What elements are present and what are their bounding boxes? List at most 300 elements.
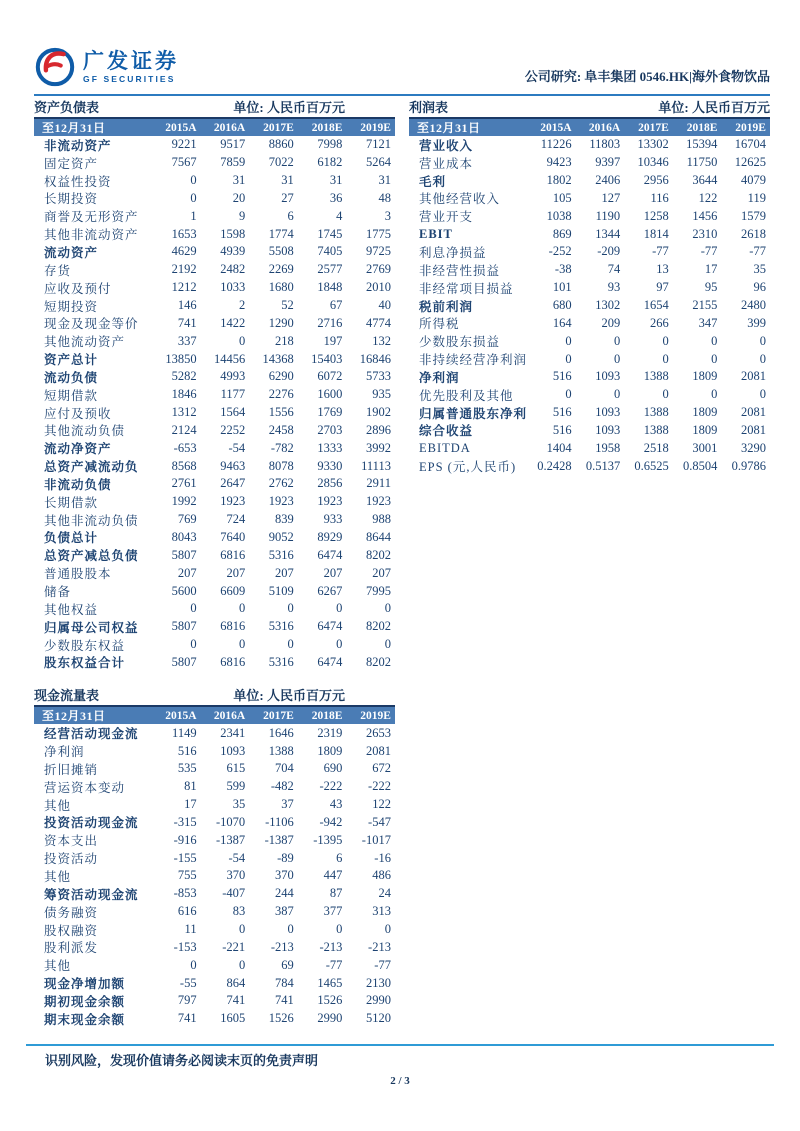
- row-value: 7859: [220, 155, 246, 170]
- row-label: 股东权益合计: [44, 656, 126, 671]
- research-line: 公司研究: 阜丰集团 0546.HK|海外食物饮品: [524, 69, 770, 84]
- row-value: 3290: [740, 440, 766, 455]
- row-label: 商誉及无形资产: [44, 210, 139, 225]
- footer-rule: [26, 1044, 774, 1046]
- row-value: 11803: [589, 137, 621, 152]
- row-label: 短期投资: [44, 299, 99, 314]
- row-value: 2081: [740, 422, 766, 437]
- row-value: 4: [336, 208, 343, 223]
- row-value: -222: [368, 779, 391, 794]
- row-value: 95: [704, 280, 718, 295]
- row-value: 2010: [365, 280, 391, 295]
- row-label: 期末现金余额: [44, 1012, 126, 1027]
- table-title-row: [34, 688, 395, 703]
- row-value: 1465: [317, 975, 343, 990]
- table-row: [34, 404, 395, 422]
- table-body: [34, 136, 395, 671]
- row-value: 3992: [365, 440, 391, 455]
- row-value: -54: [228, 440, 246, 455]
- row-value: 14456: [213, 351, 246, 366]
- table-row: [34, 921, 395, 939]
- date-label: 至12月31日: [42, 121, 106, 135]
- table-row: [34, 938, 395, 956]
- table-row: [34, 1010, 395, 1028]
- row-label: 其他非流动负债: [44, 513, 139, 528]
- row-value: -38: [554, 262, 572, 277]
- row-value: 127: [601, 190, 621, 205]
- row-value: -1106: [265, 814, 294, 829]
- row-value: -942: [319, 814, 343, 829]
- row-value: 1923: [365, 494, 391, 509]
- row-label: 综合收益: [419, 424, 474, 439]
- row-value: 31: [329, 173, 343, 188]
- table-unit: 单位: 人民币百万元: [658, 100, 770, 115]
- table-row: [409, 404, 770, 422]
- row-value: 2618: [740, 226, 766, 241]
- row-value: 1769: [317, 405, 343, 420]
- table-row: [34, 956, 395, 974]
- row-value: 197: [323, 333, 343, 348]
- table-row: [34, 814, 395, 832]
- row-value: 6267: [317, 583, 343, 598]
- row-value: 741: [226, 993, 246, 1008]
- row-label: 利息净损益: [419, 245, 487, 260]
- column-header: 2015A: [540, 121, 572, 134]
- row-label: 归属母公司权益: [44, 620, 139, 635]
- row-value: 2458: [268, 422, 294, 437]
- table-header-band: [34, 117, 395, 136]
- table-row: [34, 885, 395, 903]
- page-footer: [0, 1044, 800, 1087]
- row-value: 387: [275, 904, 294, 919]
- row-value: 1814: [643, 226, 669, 241]
- row-label: 资产总计: [44, 353, 99, 368]
- row-value: 0: [336, 922, 343, 937]
- column-header: 2016A: [213, 121, 246, 134]
- row-value: -77: [325, 957, 343, 972]
- row-value: 615: [226, 761, 246, 776]
- table-row: [34, 386, 395, 404]
- row-value: 40: [378, 298, 391, 313]
- column-header: 2017E: [263, 121, 294, 134]
- row-value: 2252: [220, 422, 246, 437]
- column-header: 2015A: [165, 121, 197, 134]
- row-label: 总资产减流动负: [44, 460, 139, 475]
- row-value: 2647: [220, 476, 246, 491]
- table-row: [34, 546, 395, 564]
- row-value: 8644: [365, 529, 391, 544]
- row-label: 所得税: [419, 317, 460, 332]
- table-unit: 单位: 人民币百万元: [233, 100, 345, 115]
- table-row: [34, 974, 395, 992]
- row-value: 1333: [317, 440, 343, 455]
- row-value: 5807: [171, 547, 197, 562]
- row-label: 股权融资: [44, 923, 99, 938]
- table-header-band: [409, 117, 770, 136]
- row-value: 1258: [643, 208, 669, 223]
- row-value: 1598: [220, 226, 246, 241]
- row-value: 7640: [220, 529, 246, 544]
- table-row: [34, 475, 395, 493]
- row-value: -407: [222, 886, 246, 901]
- row-value: -89: [277, 850, 294, 865]
- row-value: 1579: [740, 208, 766, 223]
- row-value: -222: [319, 779, 343, 794]
- table-row: [409, 172, 770, 190]
- table-row: [34, 724, 395, 742]
- table-row: [409, 243, 770, 261]
- row-value: 1093: [220, 743, 246, 758]
- row-value: 9330: [317, 458, 343, 473]
- row-label: 流动资产: [44, 245, 99, 260]
- row-value: 1: [190, 208, 197, 223]
- row-value: 5282: [171, 369, 197, 384]
- row-value: 6290: [268, 369, 294, 384]
- row-value: 0: [238, 601, 246, 616]
- row-value: 516: [552, 369, 572, 384]
- row-label: 短期借款: [44, 388, 99, 403]
- row-label: 其他: [44, 798, 72, 813]
- row-value: 1149: [172, 725, 197, 740]
- column-header: 2019E: [360, 709, 391, 722]
- row-value: 1190: [595, 208, 621, 223]
- row-value: 16846: [359, 351, 391, 366]
- row-value: 0.2428: [537, 458, 572, 473]
- row-label: 固定资产: [44, 156, 99, 171]
- row-value: 0: [238, 957, 246, 972]
- row-value: 5264: [365, 155, 391, 170]
- row-label: 其他: [44, 959, 72, 974]
- row-value: 1923: [317, 494, 343, 509]
- row-value: 1556: [268, 405, 294, 420]
- row-value: 9517: [220, 137, 246, 152]
- row-value: -155: [173, 850, 197, 865]
- row-value: 122: [372, 797, 391, 812]
- row-value: 0: [711, 333, 718, 348]
- row-value: 1344: [595, 226, 621, 241]
- row-value: -1070: [216, 814, 246, 829]
- gf-securities-logo-icon: [34, 46, 76, 88]
- row-value: 9397: [595, 155, 621, 170]
- row-value: 2406: [595, 173, 621, 188]
- column-header: 2015A: [165, 709, 197, 722]
- table-row: [409, 368, 770, 386]
- row-label: EPS (元,人民币): [419, 460, 517, 475]
- table-row: [34, 760, 395, 778]
- row-value: 7998: [317, 137, 343, 152]
- page-header: [34, 0, 770, 96]
- row-value: 81: [184, 779, 197, 794]
- row-value: 2276: [268, 387, 294, 402]
- row-value: 74: [607, 262, 621, 277]
- row-value: 2155: [692, 298, 718, 313]
- table-row: [34, 422, 395, 440]
- row-value: 2: [238, 298, 246, 313]
- row-value: 7995: [365, 583, 391, 598]
- row-label: 储备: [44, 585, 72, 600]
- row-value: 31: [281, 173, 294, 188]
- table-title-row: [34, 100, 395, 115]
- table-row: [409, 314, 770, 332]
- table-row: [409, 350, 770, 368]
- column-header: 2018E: [311, 121, 343, 134]
- row-value: 8078: [268, 458, 294, 473]
- row-value: 1033: [220, 280, 246, 295]
- row-value: 2896: [365, 422, 391, 437]
- row-value: 218: [275, 333, 294, 348]
- row-value: 2124: [171, 422, 197, 437]
- row-value: -77: [374, 957, 391, 972]
- row-value: 36: [329, 190, 343, 205]
- row-value: 6: [287, 208, 294, 223]
- table-row: [409, 154, 770, 172]
- row-value: 0: [662, 351, 669, 366]
- row-value: 3: [384, 208, 391, 223]
- row-value: 2518: [643, 440, 669, 455]
- row-value: 207: [275, 565, 294, 580]
- row-value: 690: [323, 761, 343, 776]
- row-value: 9052: [268, 529, 294, 544]
- table-row: [34, 636, 395, 654]
- balance-sheet-table: [34, 100, 395, 671]
- row-value: 0: [759, 351, 766, 366]
- table-row: [409, 261, 770, 279]
- row-value: 69: [281, 957, 294, 972]
- row-value: 1846: [171, 387, 197, 402]
- income-statement-table: [409, 100, 770, 475]
- table-row: [34, 600, 395, 618]
- table-row: [409, 386, 770, 404]
- row-value: 377: [323, 904, 343, 919]
- page-number: 2 / 3: [390, 1075, 410, 1087]
- row-value: 741: [275, 993, 294, 1008]
- row-value: 8929: [317, 529, 343, 544]
- row-value: 13302: [637, 137, 669, 152]
- row-value: 0.8504: [683, 458, 718, 473]
- row-value: 0.9786: [731, 458, 766, 473]
- row-value: 2081: [365, 743, 391, 758]
- row-value: 516: [177, 743, 197, 758]
- row-label: 存货: [44, 263, 72, 278]
- row-value: 0: [287, 922, 294, 937]
- row-value: 6: [336, 850, 343, 865]
- table-row: [34, 992, 395, 1010]
- row-value: 1992: [171, 494, 197, 509]
- row-label: 折旧摊销: [44, 762, 99, 777]
- row-value: -77: [749, 244, 766, 259]
- row-label: 少数股东损益: [419, 335, 501, 350]
- row-label: 营业开支: [419, 210, 474, 225]
- row-value: 1388: [268, 743, 294, 758]
- table-row: [34, 457, 395, 475]
- row-value: 5600: [171, 583, 197, 598]
- row-value: 2990: [365, 993, 391, 1008]
- row-value: 1422: [220, 315, 246, 330]
- row-value: 1605: [220, 1011, 246, 1026]
- row-value: 2130: [365, 975, 391, 990]
- table-unit: 单位: 人民币百万元: [233, 688, 345, 704]
- row-value: 52: [281, 298, 294, 313]
- row-value: 1653: [171, 226, 197, 241]
- row-value: 9725: [365, 244, 391, 259]
- table-row: [34, 154, 395, 172]
- column-header: 2017E: [638, 121, 669, 134]
- row-value: -213: [270, 939, 294, 954]
- row-value: 1600: [317, 387, 343, 402]
- row-value: 4079: [740, 173, 766, 188]
- row-label: 投资活动现金流: [44, 816, 139, 831]
- row-label: 其他经营收入: [419, 192, 501, 207]
- row-label: 现金净增加额: [44, 977, 126, 992]
- table-row: [409, 207, 770, 225]
- table-row: [34, 511, 395, 529]
- row-value: -853: [173, 886, 197, 901]
- row-value: 1809: [317, 743, 343, 758]
- row-value: 0: [613, 387, 621, 402]
- row-value: -153: [173, 939, 197, 954]
- row-value: 0: [190, 173, 197, 188]
- row-value: 724: [226, 512, 246, 527]
- row-value: 7121: [365, 137, 391, 152]
- row-label: 经营活动现金流: [44, 727, 139, 742]
- row-value: 680: [552, 298, 572, 313]
- row-value: 15403: [311, 351, 343, 366]
- row-value: -221: [222, 939, 246, 954]
- row-value: 2703: [317, 422, 343, 437]
- row-label: EBIT: [419, 226, 453, 241]
- row-value: -482: [270, 779, 294, 794]
- table-header-band: [34, 705, 395, 724]
- row-value: 0: [759, 333, 766, 348]
- row-value: 1680: [268, 280, 294, 295]
- row-value: 1802: [546, 173, 572, 188]
- table-body: [409, 136, 770, 475]
- brand-name-cn: 广发证券: [83, 50, 179, 74]
- row-value: 83: [232, 904, 246, 919]
- row-value: 17: [704, 262, 718, 277]
- row-value: 1526: [317, 993, 343, 1008]
- row-value: 1177: [220, 387, 246, 402]
- table-row: [34, 529, 395, 547]
- row-value: 2769: [365, 262, 391, 277]
- row-value: 14368: [262, 351, 294, 366]
- row-value: 0: [287, 601, 294, 616]
- row-value: 0: [565, 351, 572, 366]
- row-label: 投资活动: [44, 852, 99, 867]
- row-value: 0: [238, 922, 246, 937]
- row-value: 1388: [643, 369, 669, 384]
- row-value: 1038: [546, 208, 572, 223]
- row-value: 132: [372, 333, 391, 348]
- row-value: -77: [652, 244, 669, 259]
- row-value: 399: [747, 315, 766, 330]
- table-row: [34, 314, 395, 332]
- row-value: -782: [270, 440, 294, 455]
- row-value: 2856: [317, 476, 343, 491]
- row-label: 净利润: [44, 745, 85, 760]
- row-value: 5109: [268, 583, 294, 598]
- row-label: 少数股东权益: [44, 638, 126, 653]
- row-value: 0: [613, 333, 621, 348]
- row-value: 3001: [692, 440, 718, 455]
- row-value: 8202: [365, 654, 391, 669]
- row-value: 209: [601, 315, 621, 330]
- row-label: 非经营性损益: [419, 263, 501, 278]
- row-label: 毛利: [419, 174, 447, 189]
- row-value: 0: [336, 601, 343, 616]
- row-value: 11113: [361, 458, 391, 473]
- table-row: [34, 261, 395, 279]
- row-value: 447: [323, 868, 343, 883]
- table-row: [34, 564, 395, 582]
- table-row: [34, 903, 395, 921]
- row-value: 17: [184, 797, 197, 812]
- row-value: 1312: [171, 405, 197, 420]
- row-value: 87: [329, 886, 343, 901]
- row-value: 486: [372, 868, 391, 883]
- row-value: 5316: [268, 654, 294, 669]
- row-value: 5807: [171, 619, 197, 634]
- row-value: 0: [190, 637, 197, 652]
- row-value: 105: [552, 190, 572, 205]
- column-header: 2017E: [263, 709, 294, 722]
- row-label: 营业收入: [419, 138, 474, 153]
- table-row: [34, 867, 395, 885]
- row-value: 2577: [317, 262, 343, 277]
- row-value: -1387: [216, 832, 246, 847]
- row-value: 31: [378, 173, 391, 188]
- row-value: -1387: [264, 832, 294, 847]
- row-value: 8568: [171, 458, 197, 473]
- brand-name-en: GF SECURITIES: [83, 73, 176, 84]
- brand-text: [83, 50, 179, 83]
- row-value: 31: [232, 173, 246, 188]
- row-value: -209: [597, 244, 621, 259]
- row-value: 2310: [692, 226, 718, 241]
- table-row: [34, 493, 395, 511]
- row-label: 期初现金余额: [44, 994, 126, 1009]
- row-value: 935: [372, 387, 391, 402]
- row-value: 96: [753, 280, 766, 295]
- row-value: 516: [552, 422, 572, 437]
- column-header: 2019E: [360, 121, 391, 134]
- row-value: 0: [336, 637, 343, 652]
- row-value: -916: [173, 832, 197, 847]
- row-value: 6474: [317, 619, 343, 634]
- row-value: 9463: [220, 458, 246, 473]
- row-value: 0: [662, 333, 669, 348]
- row-value: 1745: [317, 226, 343, 241]
- row-value: 370: [275, 868, 294, 883]
- row-value: 2480: [740, 298, 766, 313]
- row-value: 839: [275, 512, 294, 527]
- row-value: 516: [552, 405, 572, 420]
- row-value: -547: [368, 814, 391, 829]
- row-value: 6816: [220, 619, 246, 634]
- row-value: 11226: [540, 137, 572, 152]
- row-label: 非持续经营净利润: [419, 353, 528, 368]
- column-header: 2018E: [686, 121, 718, 134]
- row-label: 其他权益: [44, 602, 99, 617]
- table-row: [34, 618, 395, 636]
- row-value: 0: [711, 351, 718, 366]
- row-value: 0: [190, 601, 197, 616]
- row-value: 2269: [268, 262, 294, 277]
- row-value: 9221: [171, 137, 197, 152]
- row-value: 5733: [365, 369, 391, 384]
- row-value: 1388: [643, 422, 669, 437]
- row-value: 5508: [268, 244, 294, 259]
